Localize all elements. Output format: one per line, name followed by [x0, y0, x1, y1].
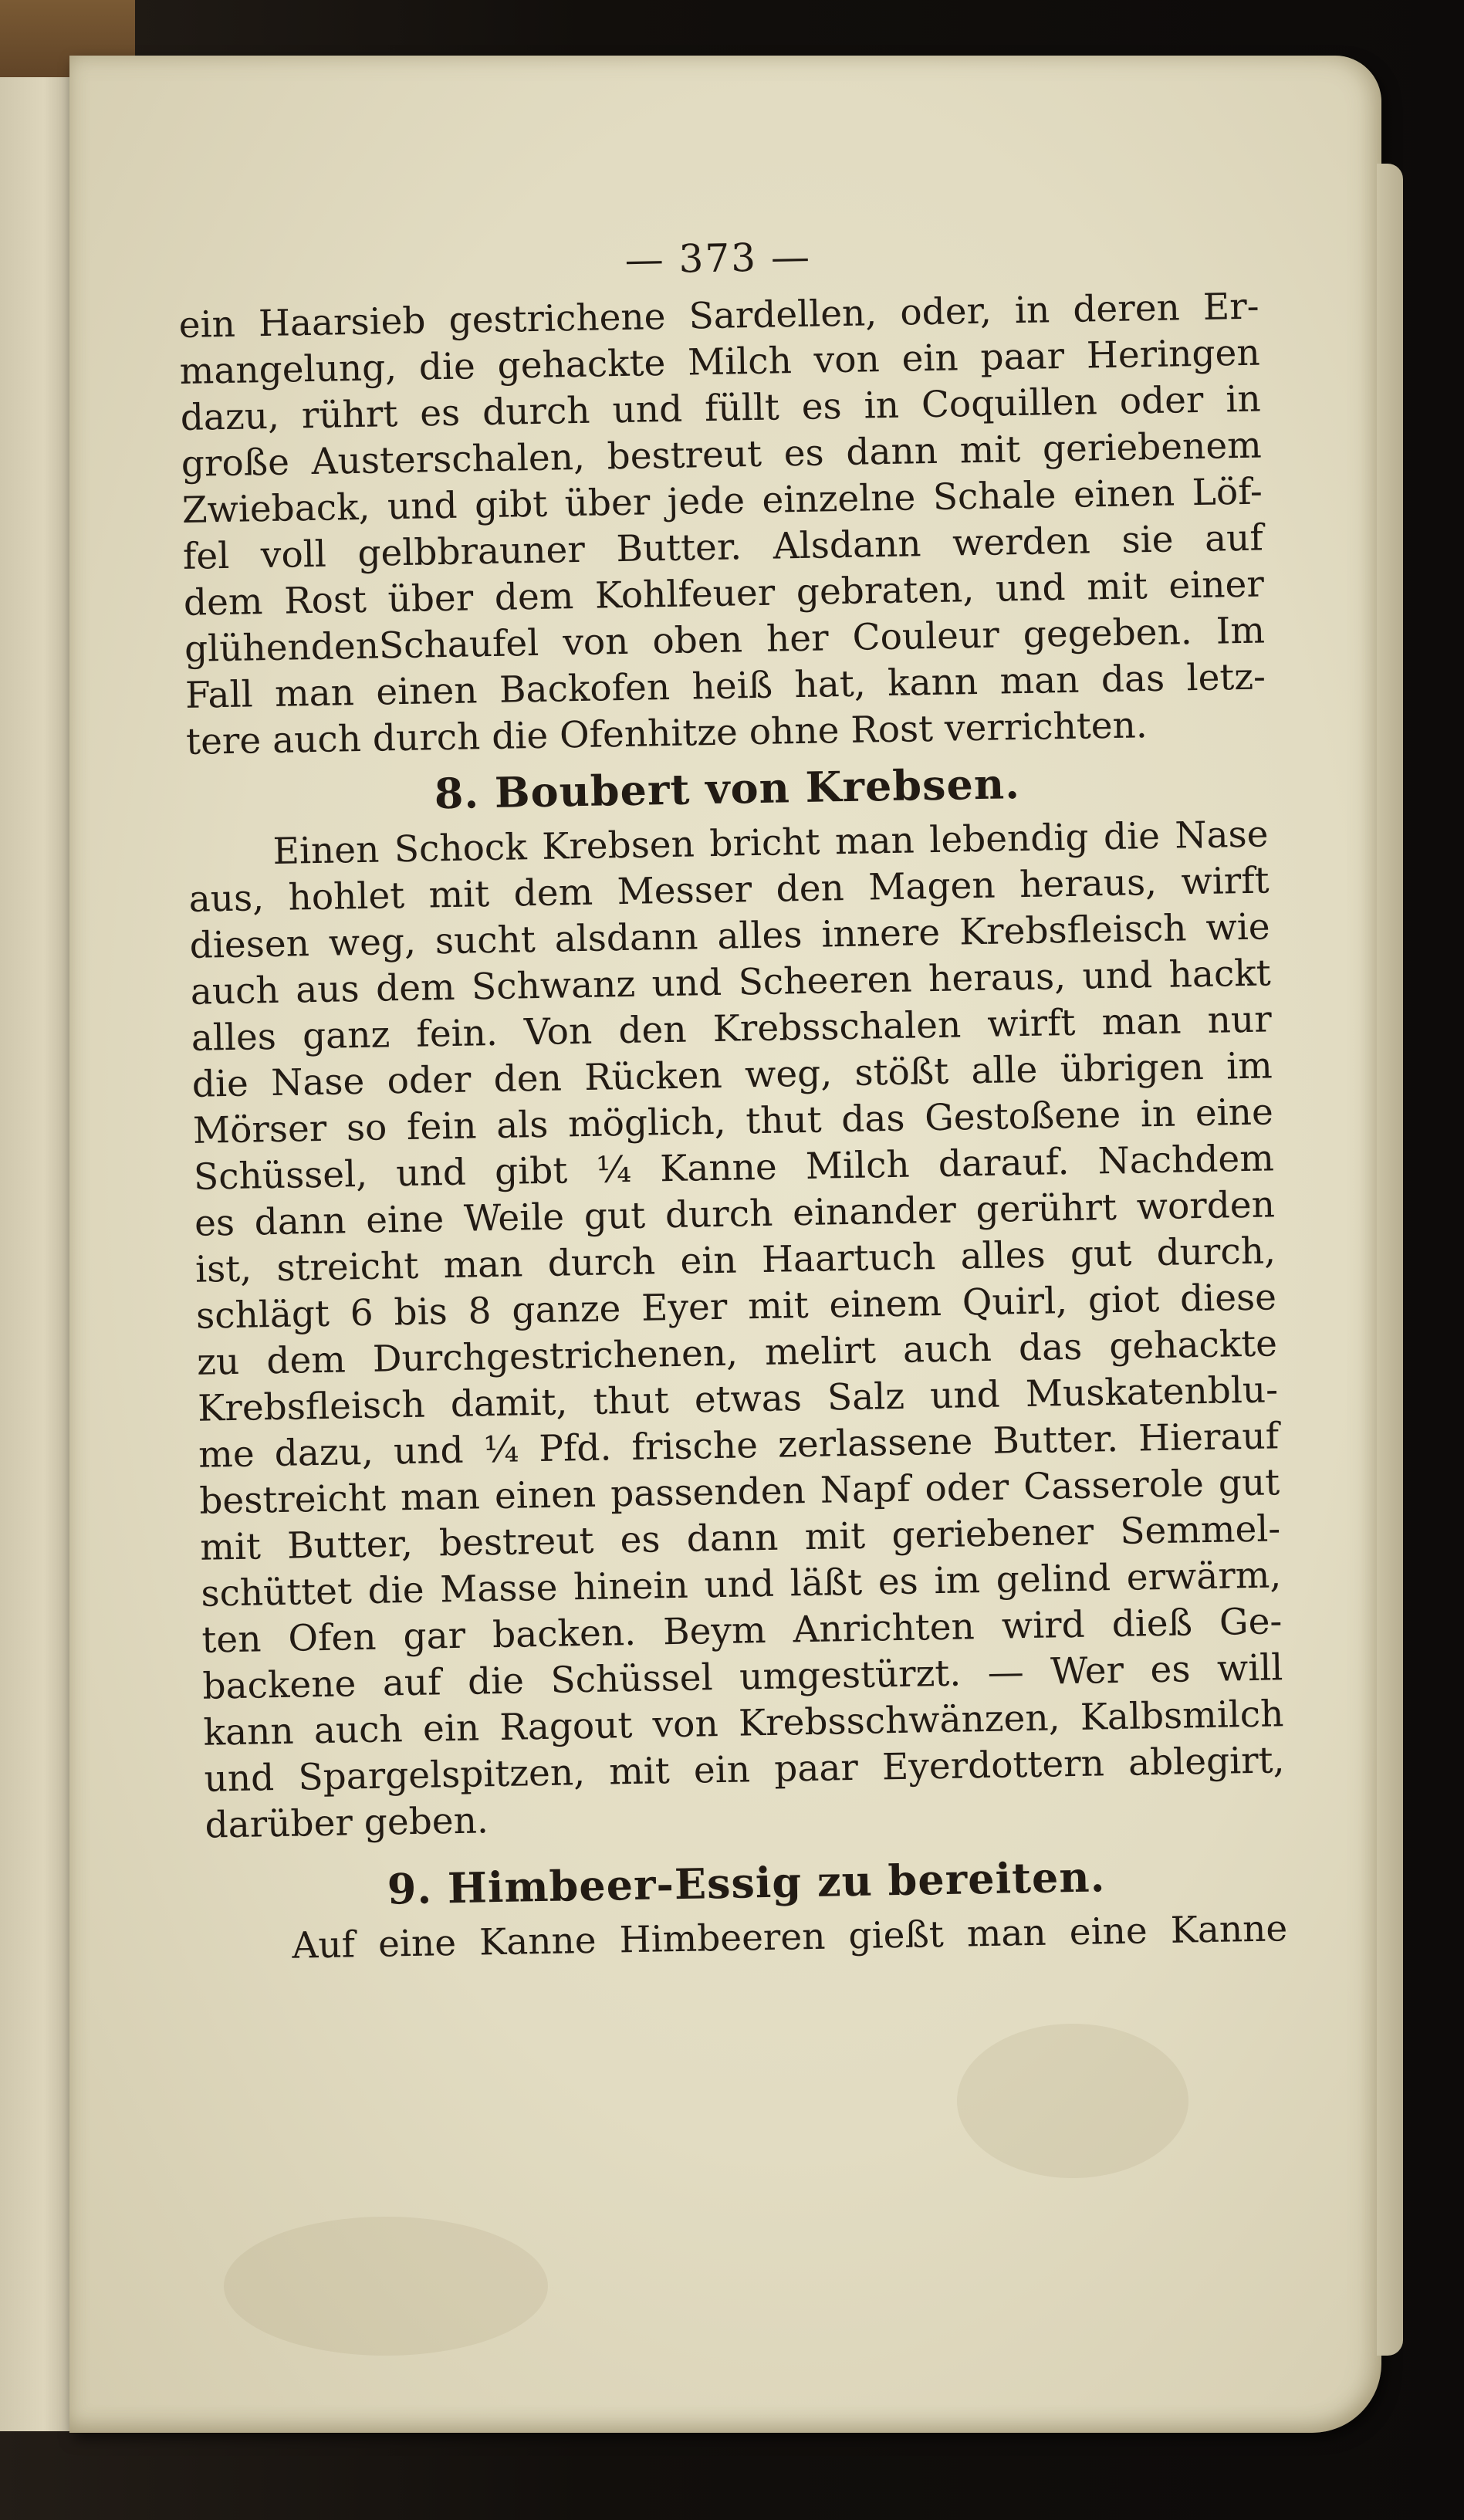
text-line: Einen Schock Krebsen bricht man lebendig die Nase [272, 813, 1269, 873]
text-line: schüttet die Masse hinein und läßt es im gelind erwärm, [200, 1554, 1282, 1615]
text-line: Krebsfleisch damit, thut etwas Salz und Muskatenblu- [197, 1368, 1279, 1430]
text-line: me dazu, und ¼ Pfd. frische zerlassene Butter. Hierauf [198, 1415, 1280, 1476]
text-line: darüber geben. [205, 1799, 489, 1847]
text-line: kann auch ein Ragout von Krebsschwänzen, Kalbsmilch [203, 1693, 1284, 1754]
text-line: glühendenSchaufel von oben her Couleur gegeben. Im [184, 609, 1266, 671]
paper-stain [957, 2024, 1188, 2178]
text-line: ein Haarsieb gestrichene Sardellen, oder, in deren Er- [178, 285, 1260, 347]
text-line: dazu, rührt es durch und füllt es in Coquillen oder in [180, 377, 1262, 439]
text-line: mit Butter, bestreut es dann mit geriebener Semmel- [199, 1507, 1281, 1569]
text-line: zu dem Durchgestrichenen, melirt auch das gehackte [196, 1322, 1278, 1384]
book-page [69, 56, 1381, 2433]
text-line: auch aus dem Schwanz und Scheeren heraus, und hackt [190, 952, 1272, 1013]
text-line: fel voll gelbbrauner Butter. Alsdann werden sie auf [182, 516, 1264, 578]
text-line: mangelung, die gehackte Milch von ein paar Heringen [179, 331, 1261, 393]
text-line: backene auf die Schüssel umgestürzt. — Wer es will [202, 1646, 1283, 1708]
text-line: alles ganz fein. Von den Krebsschalen wirft man nur [191, 998, 1273, 1060]
text-line: diesen weg, sucht alsdann alles innere Krebsfleisch wie [189, 905, 1271, 967]
text-line: Fall man einen Backofen heiß hat, kann man das letz- [184, 655, 1266, 717]
previous-page-edge [0, 77, 76, 2431]
section-heading-boubert: 8. Boubert von Krebsen. [434, 759, 1021, 819]
paragraph-sardellen [178, 284, 1266, 766]
page-stack-edge [1377, 164, 1403, 2356]
text-line: und Spargelspitzen, mit ein paar Eyerdottern ablegirt, [204, 1739, 1285, 1801]
text-line: Auf eine Kanne Himbeeren gießt man eine Kanne [291, 1907, 1288, 1967]
text-line: aus, hohlet mit dem Messer den Magen heraus, wirft [188, 859, 1270, 921]
text-line: bestreicht man einen passenden Napf oder Casserole gut [198, 1461, 1280, 1523]
text-line: Zwieback, und gibt über jede einzelne Schale einen Löf- [181, 470, 1263, 532]
text-line: es dann eine Weile gut durch einander gerührt worden [194, 1183, 1276, 1245]
text-line: Mörser so fein als möglich, thut das Gestoßene in eine [192, 1091, 1274, 1152]
text-line: große Austerschalen, bestreut es dann mit geriebenem [181, 424, 1263, 485]
text-line: tere auch durch die Ofenhitze ohne Rost verrichten. [185, 704, 1148, 763]
section-heading-himbeer: 9. Himbeer-Essig zu bereiten. [387, 1852, 1106, 1914]
text-line: Schüssel, und gibt ¼ Kanne Milch darauf. Nachdem [193, 1137, 1275, 1199]
page-number: — 373 — [624, 234, 812, 282]
text-line: dem Rost über dem Kohlfeuer gebraten, und mit einer [183, 563, 1265, 624]
paragraph-boubert [188, 811, 1286, 1849]
text-line: ist, streicht man durch ein Haartuch alles gut durch, [194, 1230, 1276, 1291]
page-text [178, 230, 1288, 1971]
paper-stain [224, 2217, 548, 2356]
text-line: die Nase oder den Rücken weg, stößt alle übrigen im [191, 1044, 1273, 1106]
text-line: schlägt 6 bis 8 ganze Eyer mit einem Quirl, giot diese [195, 1276, 1277, 1338]
text-line: ten Ofen gar backen. Beym Anrichten wird dieß Ge- [201, 1600, 1283, 1662]
